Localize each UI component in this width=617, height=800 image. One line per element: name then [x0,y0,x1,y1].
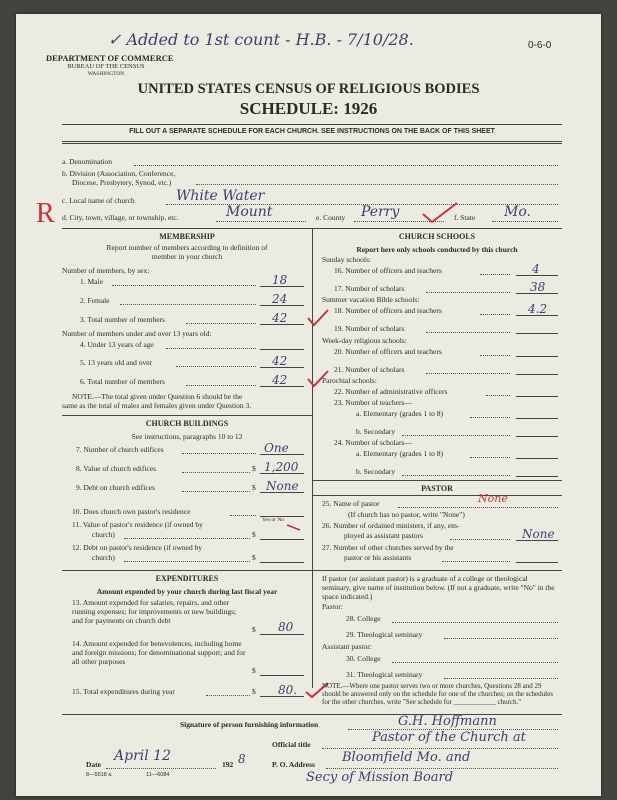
po-address-label: P. O. Address [272,760,315,769]
membership-title: MEMBERSHIP [159,232,215,241]
q10-label: 10. Does church own pastor's residence [72,507,191,516]
form-number: 8—5518 a [86,772,112,778]
q25-note: (If church has no pastor, write "None") [348,510,465,519]
city-label: d. City, town, village, or township, etc. [62,213,179,222]
assistant-label: Assistant pastor: [322,642,372,651]
q24b-label: b. Secondary [356,467,396,476]
city-value: Mount [226,204,273,220]
q17-label: 17. Number of scholars [334,284,405,293]
q18-value: 4.2 [528,302,548,316]
q1-value: 18 [272,273,288,287]
state-value: Mo. [504,204,531,220]
q9-label: 9. Debt on church edifices [76,483,155,492]
q26-label: 26. Number of ordained ministers, if any, em- [322,521,460,530]
q6-value: 42 [272,373,288,387]
state-label: f. State [454,213,476,222]
q6-label: 6. Total number of members [80,377,165,386]
q15-label: 15. Total expenditures during year [72,687,175,696]
q9-value: None [266,479,299,493]
expenditures-title: EXPENDITURES [155,574,219,583]
expenditures-sub: Amount expended by your church during last fiscal year [96,587,278,596]
red-tick-icon [286,522,304,532]
division-label: b. Division (Association, Conference, [62,169,176,178]
board-value: Secy of Mission Board [306,770,454,785]
schools-title: CHURCH SCHOOLS [398,232,476,241]
schedule-title: SCHEDULE: 1926 [239,99,378,118]
q16-label: 16. Number of officers and teachers [334,266,442,275]
q13-label: 13. Amount expended for salaries, repairs, and other running expenses; for improvements or new buildings; and for payments on church debt [72,598,237,625]
q8-label: 8. Value of church edifices [76,464,157,473]
q15-dollar: $ [252,687,256,696]
denomination-label: a. Denomination [62,157,112,166]
q5-value: 42 [272,354,288,368]
bureau: BUREAU OF THE CENSUS [67,63,145,70]
q21-label: 21. Number of scholars [334,365,405,374]
q17-value: 38 [530,280,546,294]
q8-dollar: $ [252,464,256,473]
q20-label: 20. Number of officers and teachers [334,347,442,356]
q12-label: 12. Debt on pastor's residence (if owned by [72,543,203,552]
q5-label: 5. 13 years old and over [80,358,153,367]
q7-label: 7. Number of church edifices [76,445,164,454]
department: DEPARTMENT OF COMMERCE [46,53,174,63]
q2-value: 24 [272,292,288,306]
q15-value: 80. [278,683,298,697]
q23a-label: a. Elementary (grades 1 to 8) [356,409,444,418]
q23b-label: b. Secondary [356,427,396,436]
county-value: Perry [361,204,400,220]
q12-dollar: $ [252,553,256,562]
q27-label-2: pastor or his assistants [344,553,412,562]
q24-label: 24. Number of scholars— [334,438,412,447]
buildings-sub: See instructions, paragraphs 10 to 12 [131,432,243,441]
schools-sub: Report here only schools conducted by this church [356,245,518,254]
membership-note-2: same as the total of males and females given under Question 3. [62,401,252,410]
instructions-line: FILL OUT A SEPARATE SCHEDULE FOR EACH CHURCH. SEE INSTRUCTIONS ON THE BACK OF THIS SHEET [129,128,495,135]
q8-value: 1,200 [264,460,299,474]
form-number-2: 11—6084 [146,772,170,778]
q11-label: 11. Value of pastor's residence (if owned by [72,520,203,529]
q13-dollar: $ [252,625,256,634]
date-value: April 12 [114,748,171,764]
q1-label: 1. Male [80,277,103,286]
pastor-note: NOTE.—Where one pastor serves two or more churches, Questions 28 and 29 should be answered only on the schedule for one of the churches; on the schedules for the other churches, write "See schedule for ____________ church." [322,682,553,706]
q26-value: None [522,527,555,541]
official-title-label: Official title [272,740,311,749]
summer-label: Summer vacation Bible schools: [322,295,420,304]
yes-no-hint: Yes or No [262,517,285,523]
buildings-title: CHURCH BUILDINGS [145,419,229,428]
q31-label: 31. Theological seminary [346,670,423,679]
q3-value: 42 [272,311,288,325]
q22-label: 22. Number of administrative officers [334,387,448,396]
q19-label: 19. Number of scholars [334,324,405,333]
signature-label: Signature of person furnishing information [180,720,319,729]
division-label-2: Diocese, Presbytery, Synod, etc.) [72,178,172,187]
q14-label: 14. Amount expended for benevolences, including home and foreign missions; for denominational support; and for all other purposes [72,639,246,666]
q24a-label: a. Elementary (grades 1 to 8) [356,449,444,458]
q25-label: 25. Name of pastor [322,499,380,508]
weekday-label: Week-day religious schools: [322,336,407,345]
membership-sub: Report number of members according to definition of [106,243,268,252]
q25-value: None [478,492,508,505]
q13-value: 80 [278,620,294,634]
q16-value: 4 [532,262,540,276]
red-check-icon [306,308,330,328]
by-sex-label: Number of members, by sex: [62,266,150,275]
q29-label: 29. Theological seminary [346,630,423,639]
q3-label: 3. Total number of members [80,315,165,324]
q14-dollar: $ [252,666,256,675]
q18-label: 18. Number of officers and teachers [334,306,442,315]
age-label: Number of members under and over 13 years old: [62,329,212,338]
q23-label: 23. Number of teachers— [334,398,412,407]
q27-label: 27. Number of other churches served by the [322,543,454,552]
q7-value: One [264,441,289,455]
added-note: ✓ Added to 1st count - H.B. - 7/10/28. [108,30,414,49]
pastor-title: PASTOR [421,484,453,493]
signature-value: G.H. Hoffmann [398,714,497,729]
q28-label: 28. College [346,614,381,623]
sunday-label: Sunday schools: [322,255,371,264]
church-name-label: c. Local name of church [62,196,135,205]
membership-sub-2: member in your church [151,252,223,261]
pastor-sub-label: Pastor: [322,602,343,611]
q26-label-2: ployed as assistant pastors [344,531,423,540]
county-label: e. County [316,213,346,222]
graduate-instructions: If pastor (or assistant pastor) is a graduate of a college or theological seminary, give name of institution below. (If not a graduate, write "No" in the space indicated.) [322,574,555,601]
q11-dollar: $ [252,530,256,539]
q30-label: 30. College [346,654,381,663]
official-title-value: Pastor of the Church at [372,730,526,745]
q11-label-2: church) [92,530,115,539]
q4-label: 4. Under 13 years of age [80,340,154,349]
date-label: Date [86,760,101,769]
census-form [16,14,601,796]
po-address-value: Bloomfield Mo. and [342,750,471,765]
red-check-icon [420,200,460,226]
red-r-mark: R [36,198,55,229]
church-name-value: White Water [176,188,265,204]
year-value: 8 [238,752,246,766]
top-right-code: 0-6-0 [528,40,552,51]
q9-dollar: $ [252,483,256,492]
parochial-label: Parochial schools: [322,376,377,385]
city: WASHINGTON [87,71,125,77]
membership-note: NOTE.—The total given under Question 6 should be the [72,392,243,401]
year-prefix: 192 [222,760,234,769]
q12-label-2: church) [92,553,115,562]
form-title: UNITED STATES CENSUS OF RELIGIOUS BODIES [137,81,480,97]
q2-label: 2. Female [80,296,110,305]
